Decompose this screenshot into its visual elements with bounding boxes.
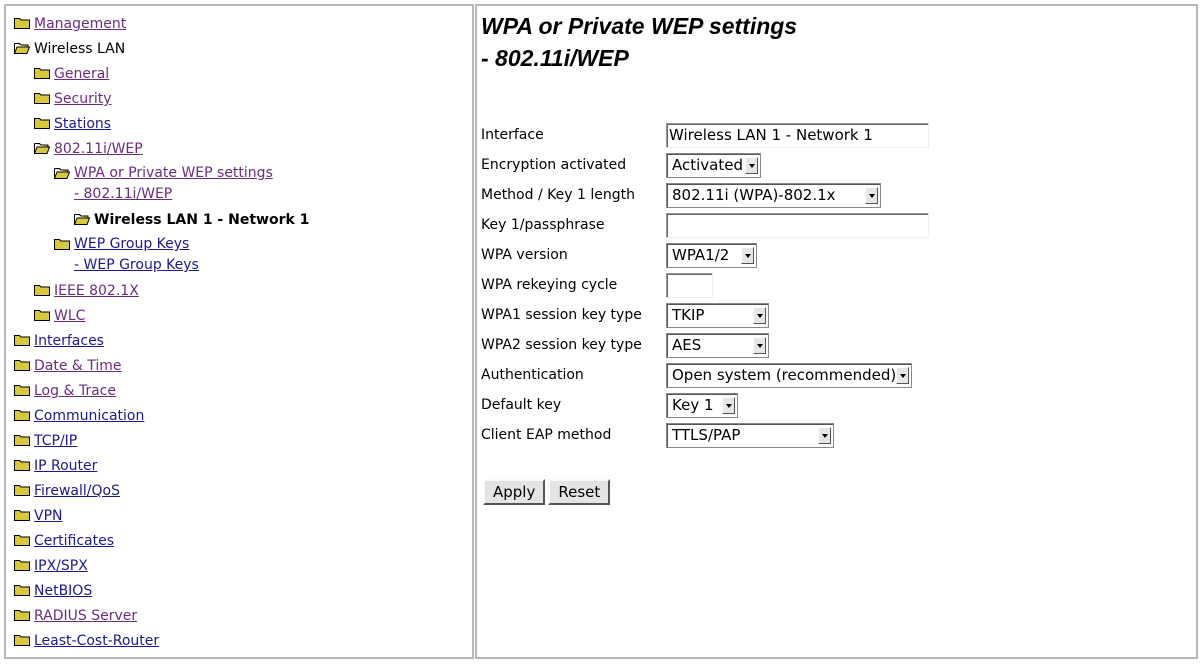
nav-label[interactable]: Communication — [34, 408, 145, 424]
nav-label[interactable]: RADIUS Server — [34, 608, 138, 624]
wpa-version-value: WPA1/2 — [672, 245, 730, 264]
folder-open-icon — [74, 213, 90, 225]
rekeying-label: WPA rekeying cycle — [481, 277, 618, 293]
folder-closed-icon — [34, 117, 50, 129]
dropdown-arrow-icon[interactable] — [753, 337, 766, 354]
nav-item-stations[interactable] — [14, 113, 472, 138]
authentication-select[interactable] — [666, 363, 912, 388]
method-label: Method / Key 1 length — [481, 187, 635, 203]
default-key-select[interactable] — [666, 393, 738, 418]
folder-closed-icon — [34, 309, 50, 321]
dropdown-arrow-icon[interactable] — [741, 247, 754, 264]
dropdown-arrow-icon[interactable] — [722, 397, 735, 414]
nav-label[interactable]: 802.11i/WEP — [54, 141, 143, 157]
folder-open-icon — [14, 42, 30, 54]
nav-item-netbios[interactable] — [14, 580, 472, 605]
nav-label[interactable]: TCP/IP — [34, 433, 78, 449]
folder-closed-icon — [14, 559, 30, 571]
eap-method-label: Client EAP method — [481, 427, 612, 443]
nav-item-certificates[interactable] — [14, 530, 472, 555]
default-key-value: Key 1 — [672, 395, 714, 414]
eap-method-value: TTLS/PAP — [672, 425, 741, 444]
nav-label-current: Wireless LAN 1 - Network 1 — [94, 212, 310, 228]
content-frame — [475, 4, 1198, 659]
folder-closed-icon — [54, 238, 70, 250]
nav-item-log-trace[interactable] — [14, 380, 472, 405]
nav-item-vpn[interactable] — [14, 505, 472, 530]
interface-label: Interface — [481, 127, 544, 143]
folder-closed-icon — [14, 409, 30, 421]
method-select[interactable] — [666, 183, 881, 208]
nav-label[interactable]: Management — [34, 16, 127, 32]
nav-item-firewall-qos[interactable] — [14, 480, 472, 505]
form-row-interface — [481, 120, 929, 150]
form-buttons — [483, 479, 613, 505]
authentication-label: Authentication — [481, 367, 584, 383]
folder-closed-icon — [14, 634, 30, 646]
nav-label[interactable]: WLC — [54, 308, 86, 324]
folder-closed-icon — [14, 484, 30, 496]
nav-item-wireless-lan-1-network-1[interactable] — [14, 209, 472, 234]
form-row-rekeying — [481, 270, 929, 300]
folder-closed-icon — [14, 509, 30, 521]
folder-closed-icon — [14, 459, 30, 471]
nav-label-multiline[interactable] — [74, 163, 273, 205]
folder-closed-icon — [14, 609, 30, 621]
nav-label[interactable]: IP Router — [34, 458, 98, 474]
form-row-passphrase — [481, 210, 929, 240]
reset-button[interactable]: Reset — [548, 479, 610, 505]
nav-label-line2: - WEP Group Keys — [74, 257, 199, 273]
folder-closed-icon — [34, 92, 50, 104]
navigation-tree — [14, 13, 472, 655]
folder-closed-icon — [14, 359, 30, 371]
form-row-wpa2-key-type — [481, 330, 929, 360]
nav-item-802-11i-wep[interactable] — [14, 138, 472, 163]
form-row-wpa1-key-type — [481, 300, 929, 330]
nav-label[interactable]: Interfaces — [34, 333, 104, 349]
nav-label[interactable]: Stations — [54, 116, 112, 132]
nav-item-wireless-lan[interactable] — [14, 38, 472, 63]
page-title — [481, 10, 1192, 74]
page-title-line1: WPA or Private WEP settings — [481, 13, 798, 39]
wpa2-key-type-label: WPA2 session key type — [481, 337, 642, 353]
passphrase-field[interactable] — [666, 213, 929, 238]
nav-item-general[interactable] — [14, 63, 472, 88]
nav-item-ip-router[interactable] — [14, 455, 472, 480]
form-row-authentication — [481, 360, 929, 390]
folder-closed-icon — [14, 534, 30, 546]
nav-label[interactable]: Log & Trace — [34, 383, 116, 399]
authentication-value: Open system (recommended) — [672, 365, 897, 384]
nav-label[interactable]: Certificates — [34, 533, 115, 549]
nav-label[interactable]: IPX/SPX — [34, 558, 88, 574]
folder-open-icon — [34, 142, 50, 154]
navigation-frame — [4, 4, 474, 659]
wpa1-key-type-value: TKIP — [672, 305, 705, 324]
folder-closed-icon — [14, 334, 30, 346]
folder-closed-icon — [14, 17, 30, 29]
nav-label[interactable]: NetBIOS — [34, 583, 93, 599]
rekeying-field[interactable] — [666, 273, 713, 298]
folder-closed-icon — [14, 434, 30, 446]
nav-label-line1: WEP Group Keys — [74, 236, 190, 252]
nav-item-least-cost-router[interactable] — [14, 630, 472, 655]
nav-item-ipx-spx[interactable] — [14, 555, 472, 580]
nav-item-wpa-private-wep-settings[interactable] — [14, 163, 472, 209]
dropdown-arrow-icon[interactable] — [896, 367, 909, 384]
nav-label-line2: - 802.11i/WEP — [74, 186, 173, 202]
encryption-value: Activated — [672, 155, 743, 174]
nav-item-radius-server[interactable] — [14, 605, 472, 630]
wpa2-key-type-select[interactable] — [666, 333, 769, 358]
wpa2-key-type-value: AES — [672, 335, 702, 354]
nav-label-multiline[interactable] — [74, 234, 199, 276]
folder-closed-icon — [14, 384, 30, 396]
folder-closed-icon — [34, 284, 50, 296]
nav-label[interactable]: VPN — [34, 508, 63, 524]
nav-label: Wireless LAN — [34, 41, 126, 57]
dropdown-arrow-icon[interactable] — [753, 307, 766, 324]
nav-item-date-time[interactable] — [14, 355, 472, 380]
form-row-default-key — [481, 390, 929, 420]
nav-item-wlc[interactable] — [14, 305, 472, 330]
nav-item-management[interactable] — [14, 13, 472, 38]
form-row-encryption — [481, 150, 929, 180]
nav-label-line1: WPA or Private WEP settings — [74, 165, 273, 181]
nav-item-interfaces[interactable] — [14, 330, 472, 355]
apply-button[interactable]: Apply — [483, 479, 545, 505]
wpa-version-label: WPA version — [481, 247, 568, 263]
form-row-method — [481, 180, 929, 210]
encryption-select[interactable] — [666, 153, 761, 178]
nav-item-security[interactable] — [14, 88, 472, 113]
wpa1-key-type-label: WPA1 session key type — [481, 307, 642, 323]
nav-label[interactable]: Firewall/QoS — [34, 483, 120, 499]
settings-form — [481, 120, 929, 450]
interface-field[interactable]: Wireless LAN 1 - Network 1 — [666, 123, 929, 148]
nav-item-communication[interactable] — [14, 405, 472, 430]
form-row-wpa-version — [481, 240, 929, 270]
page-title-line2: - 802.11i/WEP — [481, 45, 629, 71]
wpa-version-select[interactable] — [666, 243, 757, 268]
dropdown-arrow-icon[interactable] — [818, 427, 831, 444]
nav-label[interactable]: Date & Time — [34, 358, 122, 374]
default-key-label: Default key — [481, 397, 562, 413]
content-area — [481, 10, 1192, 501]
nav-label[interactable]: General — [54, 66, 110, 82]
passphrase-label: Key 1/passphrase — [481, 217, 605, 233]
folder-closed-icon — [14, 584, 30, 596]
folder-open-icon — [54, 167, 70, 179]
dropdown-arrow-icon[interactable] — [745, 157, 758, 174]
nav-item-tcp-ip[interactable] — [14, 430, 472, 455]
nav-item-wep-group-keys[interactable] — [14, 234, 472, 280]
encryption-label: Encryption activated — [481, 157, 627, 173]
nav-label[interactable]: Least-Cost-Router — [34, 633, 160, 649]
form-row-eap-method — [481, 420, 929, 450]
nav-item-ieee-802-1x[interactable] — [14, 280, 472, 305]
wpa1-key-type-select[interactable] — [666, 303, 769, 328]
method-value: 802.11i (WPA)-802.1x — [672, 185, 836, 204]
eap-method-select[interactable] — [666, 423, 834, 448]
dropdown-arrow-icon[interactable] — [865, 187, 878, 204]
nav-label[interactable]: IEEE 802.1X — [54, 283, 139, 299]
folder-closed-icon — [34, 67, 50, 79]
nav-label[interactable]: Security — [54, 91, 112, 107]
